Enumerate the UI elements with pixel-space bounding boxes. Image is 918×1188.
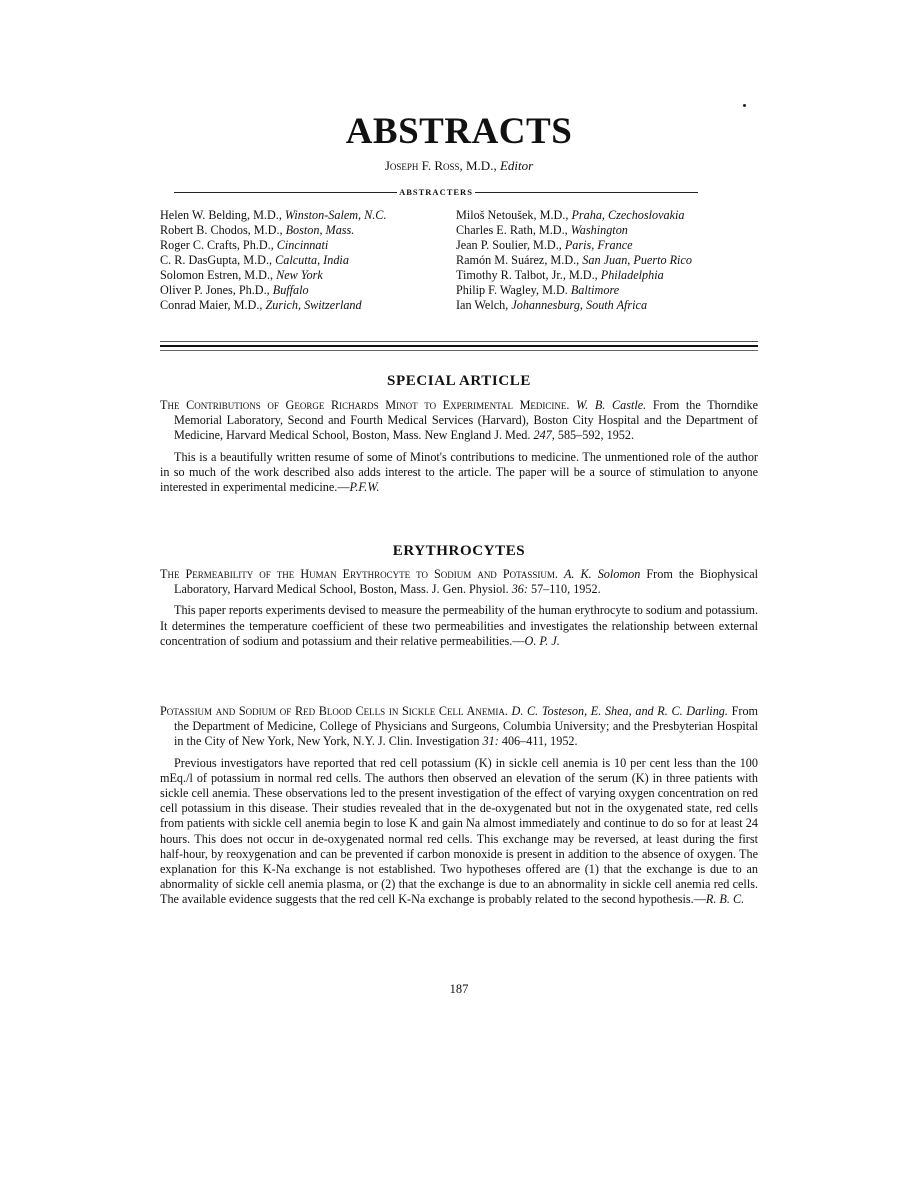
article-title: Potassium and Sodium of Red Blood Cells in Sickle Cell Anemia. <box>160 704 508 718</box>
header-triple-rule <box>160 341 758 351</box>
abstracter-place: Paris, France <box>564 238 633 252</box>
abstracter-place: Washington <box>570 223 628 237</box>
abstracter-place: Buffalo <box>272 283 309 297</box>
abstracter-name: Solomon Estren, M.D., <box>160 268 274 282</box>
abstracter-entry <box>456 253 746 268</box>
rule-line-right <box>475 192 698 193</box>
abstracter-place: Philadelphia <box>600 268 664 282</box>
rule-thick <box>160 345 758 347</box>
abstracter-name: Charles E. Rath, M.D., <box>456 223 568 237</box>
page-title: ABSTRACTS <box>345 111 573 152</box>
article-pages: 585–592, 1952. <box>557 428 635 443</box>
abstract-body <box>160 603 758 649</box>
abstracter-name: Roger C. Crafts, Ph.D., <box>160 238 274 252</box>
abstracter-entry <box>160 253 450 268</box>
abstracter-entry <box>456 283 746 298</box>
abstracters-left-column <box>160 208 450 313</box>
abstracter-name: Timothy R. Talbot, Jr., M.D., <box>456 268 598 282</box>
editor-role: Editor <box>499 158 534 173</box>
abstracter-place: Praha, Czechoslovakia <box>571 208 685 222</box>
abstract-entry <box>160 704 758 908</box>
abstracter-entry <box>456 268 746 283</box>
abstracter-name: Philip F. Wagley, M.D. <box>456 283 568 297</box>
article-pages: 406–411, 1952. <box>501 734 578 749</box>
article-pages: 57–110, 1952. <box>531 582 601 597</box>
article-source: From the Thorndike Memorial Laboratory, Second and Fourth Medical Services (Harvard), Boston City Hospital and the Department of Medicine, Harvard Medical School, Boston, Mass. New England J. Med. <box>174 398 759 443</box>
abstracter-initials: P.F.W. <box>349 480 380 495</box>
section-heading-special-article: SPECIAL ARTICLE <box>387 373 531 389</box>
abstracter-place: San Juan, Puerto Rico <box>582 253 692 267</box>
abstracter-place: Calcutta, India <box>275 253 349 267</box>
editor-line <box>160 158 758 174</box>
abstracter-place: Winston-Salem, N.C. <box>284 208 387 222</box>
article-authors: A. K. Solomon <box>563 567 641 581</box>
abstracter-entry <box>456 208 746 223</box>
abstracter-name: Robert B. Chodos, M.D., <box>160 223 283 237</box>
abstracters-right-column <box>456 208 746 313</box>
abstracter-place: Johannesburg, South Africa <box>511 298 648 312</box>
abstracters-divider <box>174 185 698 199</box>
article-title: The Contributions of George Richards Minot to Experimental Medicine. <box>160 398 570 412</box>
abstracter-entry <box>160 283 450 298</box>
abstracter-place: Cincinnati <box>276 238 329 252</box>
abstracter-entry <box>456 238 746 253</box>
abstract-body <box>160 450 758 496</box>
stray-mark <box>743 104 746 107</box>
article-volume: 247, <box>533 428 555 443</box>
abstracter-name: Ian Welch, <box>456 298 509 312</box>
abstracter-place: Zurich, Switzerland <box>265 298 362 312</box>
article-source: From the Department of Medicine, College of Physicians and Surgeons, Columbia University; and the Presbyterian Hospital in the City of New York, New York, N.Y. J. Clin. Investigation <box>174 704 759 749</box>
abstracters-list <box>160 208 758 313</box>
abstract-citation <box>160 398 758 444</box>
abstracter-entry <box>456 223 746 238</box>
abstracter-name: Oliver P. Jones, Ph.D., <box>160 283 270 297</box>
abstracter-name: Helen W. Belding, M.D., <box>160 208 282 222</box>
abstracter-name: Conrad Maier, M.D., <box>160 298 263 312</box>
article-authors: W. B. Castle. <box>576 398 647 412</box>
abstracter-place: New York <box>276 268 323 282</box>
abstract-text: Previous investigators have reported that red cell potassium (K) in sickle cell anemia is 10 per cent less than the 100 mEq./l of potassium in normal red cells. The authors then observed an elevation of the serum (K) in three patients with sickle cell anemia. These observations led to the present investigation of the effect of varying oxygen concentration on red cell potassium in this disease. Their studies revealed that in the de-oxygenated but not in the oxygenated state, red cells from patients with sickle cell anemia begin to lose K and gain Na almost immediately and continue to do so for at least 24 hours. This does not occur in de-oxygenated normal red cells. This exchange may be reversed, at least during the first half-hour, by reoxygenation and can be prevented if carbon monoxide is present in addition to the absence of oxygen. The explanation for this K-Na exchange is not established. Two hypotheses offered are (1) that the exchange is due to an abnormality of sickle cell anemia plasma, or (2) that the exchange is due to an abnormality in sickle cell anemia red cells. The available evidence suggests that the red cell K-Na exchange is probably related to the second hypothesis.— <box>160 755 758 907</box>
article-authors: D. C. Tosteson, E. Shea, and R. C. Darling. <box>511 704 728 718</box>
abstracter-place: Baltimore <box>570 283 620 297</box>
abstract-citation <box>160 567 758 597</box>
abstract-text: This is a beautifully written resume of some of Minot's contributions to medicine. The unmentioned role of the author in so much of the work described also adds interest to the article. The paper will be a source of stimulation to anyone interested in experimental medicine.— <box>160 449 758 495</box>
abstracter-entry <box>160 223 450 238</box>
abstracter-entry <box>160 238 450 253</box>
abstracter-name: Miloš Netoušek, M.D., <box>456 208 569 222</box>
page-number: 187 <box>449 982 469 996</box>
rule-line-left <box>174 192 397 193</box>
abstract-text: This paper reports experiments devised to measure the permeability of the human erythrocyte to sodium and potassium. It determines the temperature coefficient of these two permeabilities and investigates the relationship between external concentration of sodium and potassium and their relative permeabilities.— <box>160 603 758 648</box>
article-volume: 36: <box>511 582 528 597</box>
rule-thin-bottom <box>160 350 758 351</box>
abstracter-entry <box>160 268 450 283</box>
editor-name: Joseph F. Ross, M.D., <box>384 158 497 173</box>
abstracters-label: ABSTRACTERS <box>399 187 473 197</box>
abstracter-name: Jean P. Soulier, M.D., <box>456 238 562 252</box>
rule-thin-top <box>160 341 758 342</box>
abstract-entry <box>160 567 758 649</box>
abstracter-name: Ramón M. Suárez, M.D., <box>456 253 580 267</box>
abstract-citation <box>160 704 758 750</box>
abstracter-entry <box>456 298 746 313</box>
abstract-body <box>160 756 758 908</box>
abstracter-initials: O. P. J. <box>524 633 560 648</box>
abstracter-entry <box>160 298 450 313</box>
section-heading-erythrocytes: ERYTHROCYTES <box>392 543 526 559</box>
abstracter-initials: R. B. C. <box>705 892 745 907</box>
article-source: From the Biophysical Laboratory, Harvard Medical School, Boston, Mass. J. Gen. Physiol. <box>174 567 758 597</box>
abstracter-name: C. R. DasGupta, M.D., <box>160 253 273 267</box>
article-title: The Permeability of the Human Erythrocyte to Sodium and Potassium. <box>160 567 558 581</box>
abstract-entry <box>160 398 758 495</box>
abstracter-place: Boston, Mass. <box>285 223 355 237</box>
article-volume: 31: <box>482 734 499 749</box>
abstracter-entry <box>160 208 450 223</box>
